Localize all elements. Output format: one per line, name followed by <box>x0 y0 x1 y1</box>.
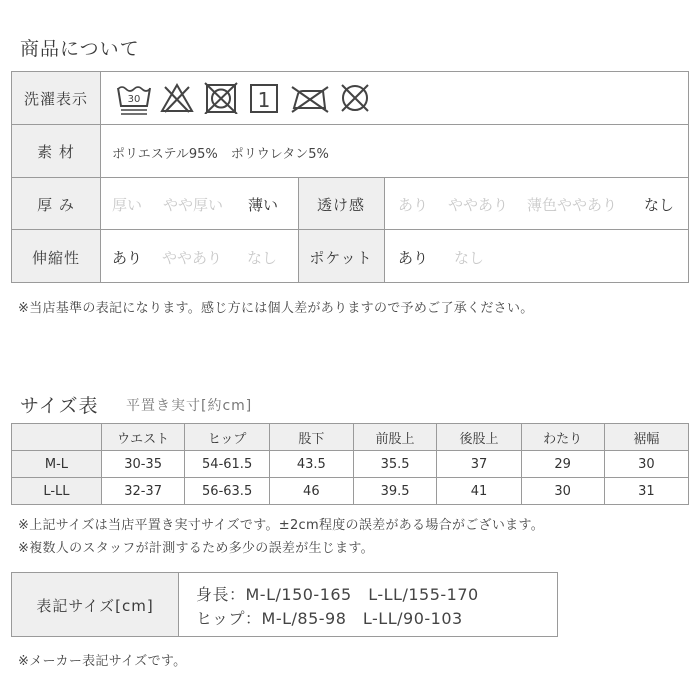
column-header: 裾幅 <box>604 424 688 451</box>
table-cell: 37 <box>437 451 521 478</box>
no-bleach-icon <box>160 82 194 114</box>
pocket-label: ポケット <box>309 249 373 267</box>
line-dry-mark: 1 <box>257 88 271 112</box>
stretch-option: なし <box>247 249 278 267</box>
size-table <box>11 423 689 505</box>
column-divider <box>384 177 385 282</box>
column-header: ウエスト <box>101 424 184 451</box>
line-dry-icon <box>248 82 280 114</box>
table-cell: 30 <box>604 451 688 478</box>
column-header: 股下 <box>269 424 353 451</box>
label-size-heading: 表記サイズ[cm] <box>36 597 154 615</box>
thickness-label: 厚 み <box>37 196 75 214</box>
column-header: 後股上 <box>437 424 521 451</box>
no-dry-clean-icon <box>338 82 372 114</box>
size-chart-title: サイズ表 <box>20 395 99 417</box>
material-value: ポリエステル95% ポリウレタン5% <box>112 147 329 162</box>
no-iron-icon <box>290 84 330 114</box>
sheer-option: ややあり <box>448 196 509 214</box>
row-header: L-LL <box>12 478 102 505</box>
label-size-box <box>11 572 558 637</box>
thickness-option-selected: 薄い <box>248 196 279 214</box>
table-cell: 30 <box>521 478 604 505</box>
product-info-note: ※当店基準の表記になります。感じ方には個人差がありますので予めご了承ください。 <box>18 301 534 316</box>
column-header: ヒップ <box>185 424 270 451</box>
sheer-option: あり <box>398 196 429 214</box>
table-cell: 54-61.5 <box>185 451 270 478</box>
column-header: 前股上 <box>353 424 437 451</box>
pocket-option: なし <box>454 249 485 267</box>
table-cell: 31 <box>604 478 688 505</box>
sheer-option-selected: なし <box>644 196 675 214</box>
size-chart-note: ※上記サイズは当店平置き実寸サイズです。±2cm程度の誤差がある場合がございます。 <box>18 518 545 533</box>
size-table-corner <box>12 424 102 451</box>
row-divider <box>12 229 688 230</box>
thickness-option: やや厚い <box>163 196 224 214</box>
sheer-label: 透け感 <box>316 196 365 214</box>
sheer-option: 薄色ややあり <box>527 196 618 214</box>
table-row <box>12 478 689 505</box>
wash-temp-text: 30 <box>127 94 141 105</box>
column-divider <box>178 573 179 636</box>
table-cell: 32-37 <box>101 478 184 505</box>
material-label: 素 材 <box>37 143 75 161</box>
size-chart-note: ※複数人のスタッフが計測するため多少の誤差が生じます。 <box>18 541 374 556</box>
no-tumble-dry-icon <box>204 82 238 114</box>
size-table-header <box>12 424 689 451</box>
label-size-line: ヒップ：M-L/85-98 L-LL/90-103 <box>196 609 463 628</box>
column-divider <box>100 72 101 282</box>
row-divider <box>12 124 688 125</box>
stretch-option: ややあり <box>162 249 223 267</box>
table-cell: 56-63.5 <box>185 478 270 505</box>
table-cell: 30-35 <box>101 451 184 478</box>
table-cell: 46 <box>269 478 353 505</box>
size-chart-subtitle: 平置き実寸[約cm] <box>126 398 253 414</box>
table-cell: 41 <box>437 478 521 505</box>
product-info-title: 商品について <box>20 38 140 60</box>
table-cell: 39.5 <box>353 478 437 505</box>
label-size-line: 身長：M-L/150-165 L-LL/155-170 <box>196 585 479 604</box>
care-label: 洗濯表示 <box>23 90 88 108</box>
column-header: わたり <box>521 424 604 451</box>
table-cell: 43.5 <box>269 451 353 478</box>
table-cell: 35.5 <box>353 451 437 478</box>
stretch-label: 伸縮性 <box>31 249 80 267</box>
row-divider <box>12 177 688 178</box>
label-size-note: ※メーカー表記サイズです。 <box>18 654 187 669</box>
stretch-option-selected: あり <box>112 249 143 267</box>
wash-30-gentle-icon <box>116 82 152 116</box>
table-cell: 29 <box>521 451 604 478</box>
care-icons <box>116 80 386 118</box>
thickness-option: 厚い <box>112 196 143 214</box>
row-header: M-L <box>12 451 102 478</box>
table-row <box>12 451 689 478</box>
pocket-option-selected: あり <box>398 249 429 267</box>
product-info-table <box>11 71 689 283</box>
